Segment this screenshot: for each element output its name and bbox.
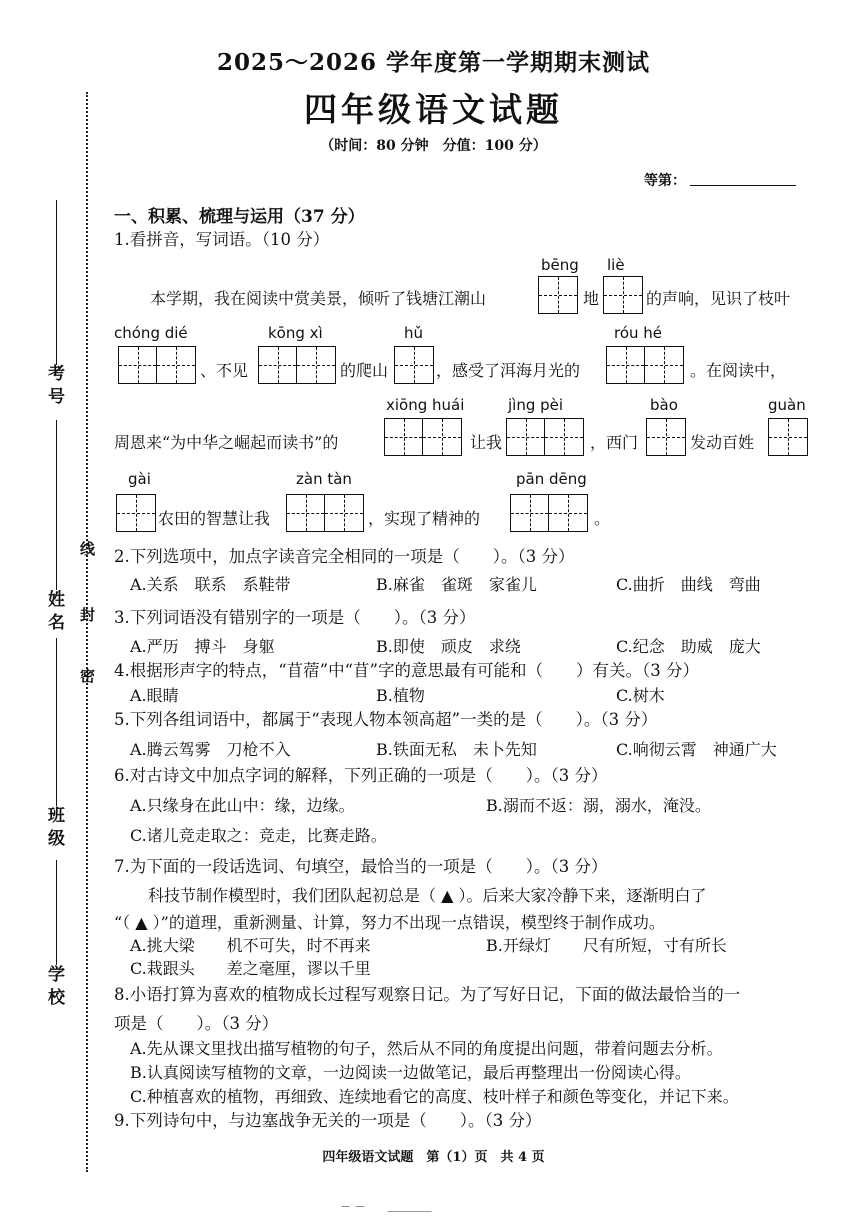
pinyin: pān dēng xyxy=(516,470,587,488)
q6-option-a[interactable]: A.只缘身在此山中：缘，边缘。 xyxy=(130,796,355,815)
answer-grid[interactable] xyxy=(116,494,156,532)
q7-option-c[interactable]: C.栽跟头 差之毫厘，谬以千里 xyxy=(130,959,371,978)
seal-dense-char: 密 xyxy=(80,667,96,685)
q2-option-b[interactable]: B.麻雀 雀斑 家雀儿 xyxy=(376,575,537,594)
school-label: 学校 xyxy=(44,965,64,1011)
q7-passage: 科技节制作模型时，我们团队起初总是（ ▲ ）。后来大家冷静下来，逐渐明白了 xyxy=(148,886,707,905)
q3-option-b[interactable]: B.即使 顽皮 求绕 xyxy=(376,637,521,656)
q5-option-a[interactable]: A.腾云驾雾 刀枪不入 xyxy=(130,740,291,759)
q3-option-a[interactable]: A.严历 搏斗 身躯 xyxy=(130,637,275,656)
q6-option-c[interactable]: C.诸儿竞走取之：竞走，比赛走路。 xyxy=(130,826,387,845)
grade-field[interactable] xyxy=(690,185,796,186)
exam-meta: （时间：80 分钟 分值：100 分） xyxy=(320,138,547,154)
grade-label: 等第： xyxy=(644,173,686,189)
q1-text: ，西门 xyxy=(590,433,639,452)
pinyin: zàn tàn xyxy=(296,470,352,488)
q1-text: 周恩来“为中华之崛起而读书”的 xyxy=(114,433,339,452)
page-footer: 四年级语文试题 第（1）页 共 4 页 xyxy=(322,1150,545,1165)
q2-prompt: 2.下列选项中，加点字读音完全相同的一项是（ ）。（3 分） xyxy=(114,547,575,566)
q1-text: 的爬山 xyxy=(340,361,389,380)
name-line xyxy=(56,420,57,590)
q7-option-b[interactable]: B.开绿灯 尺有所短，寸有所长 xyxy=(486,936,727,955)
pinyin: gài xyxy=(128,470,151,488)
answer-grid[interactable] xyxy=(538,276,578,314)
q6-prompt: 6.对古诗文中加点字词的解释，下列正确的一项是（ ）。（3 分） xyxy=(114,766,608,785)
class-line xyxy=(56,638,57,806)
q1-text: ，实现了精神的 xyxy=(368,509,481,528)
class-label: 班级 xyxy=(44,806,64,852)
pinyin: liè xyxy=(607,256,625,274)
q7-passage: “（ ▲ ）”的道理，重新测量、计算，努力不出现一点错误，模型终于制作成功。 xyxy=(114,913,665,932)
q1-text: 发动百姓 xyxy=(690,433,755,452)
pinyin: xiōng huái xyxy=(386,396,465,414)
answer-grid[interactable] xyxy=(606,346,684,384)
q2-option-a[interactable]: A.关系 联系 系鞋带 xyxy=(130,575,291,594)
q8-option-b[interactable]: B.认真阅读写植物的文章，一边阅读一边做笔记，最后再整理出一份阅读心得。 xyxy=(130,1063,691,1082)
answer-grid[interactable] xyxy=(394,346,434,384)
exam-no-label: 考号 xyxy=(44,364,64,410)
term-title: 2025～2026 学年度第一学期期末测试 xyxy=(216,49,651,76)
q5-prompt: 5.下列各组词语中，都属于“表现人物本领高超”一类的是（ ）。（3 分） xyxy=(114,710,658,729)
q5-option-b[interactable]: B.铁面无私 未卜先知 xyxy=(376,740,537,759)
q4-option-b[interactable]: B.植物 xyxy=(376,686,425,705)
q5-option-c[interactable]: C.响彻云霄 神通广大 xyxy=(616,740,777,759)
answer-grid[interactable] xyxy=(603,276,643,314)
q7-option-a[interactable]: A.挑大梁 机不可失，时不再来 xyxy=(130,936,371,955)
seal-seal-char: 封 xyxy=(80,606,96,624)
answer-grid[interactable] xyxy=(768,418,808,456)
pinyin: kōng xì xyxy=(268,324,323,342)
answer-grid[interactable] xyxy=(510,494,588,532)
pinyin: guàn xyxy=(768,396,806,414)
seal-line-char: 线 xyxy=(80,540,96,558)
q1-text: 本学期，我在阅读中赏美景，倾听了钱塘江潮山 xyxy=(150,289,487,308)
exam-no-line xyxy=(56,200,57,365)
q4-option-a[interactable]: A.眼睛 xyxy=(130,686,179,705)
pinyin: bào xyxy=(650,396,678,414)
q8-option-c[interactable]: C.种植喜欢的植物，再细致、连续地看它的高度、枝叶样子和颜色等变化，并记下来。 xyxy=(130,1087,739,1106)
answer-grid[interactable] xyxy=(118,346,196,384)
answer-grid[interactable] xyxy=(384,418,462,456)
answer-grid[interactable] xyxy=(506,418,584,456)
q1-text: 。 xyxy=(594,509,611,528)
q4-option-c[interactable]: C.树木 xyxy=(616,686,665,705)
q1-text: 让我 xyxy=(470,433,503,452)
q8-prompt: 项是（ ）。（3 分） xyxy=(114,1014,279,1033)
q1-text: 地 xyxy=(583,289,600,308)
q1-text: ，感受了洱海月光的 xyxy=(436,361,581,380)
q6-option-b[interactable]: B.溺而不返：溺，溺水，淹没。 xyxy=(486,796,711,815)
q7-prompt: 7.为下面的一段话选词、句填空，最恰当的一项是（ ）。（3 分） xyxy=(114,857,608,876)
answer-grid[interactable] xyxy=(258,346,336,384)
q3-option-c[interactable]: C.纪念 助威 庞大 xyxy=(616,637,761,656)
q9-prompt: 9.下列诗句中，与边塞战争无关的一项是（ ）。（3 分） xyxy=(114,1111,542,1130)
q8-prompt: 8.小语打算为喜欢的植物成长过程写观察日记。为了写好日记，下面的做法最恰当的一 xyxy=(114,985,741,1004)
q1-text: 。在阅读中， xyxy=(690,361,787,380)
pinyin: róu hé xyxy=(614,324,663,342)
q1-text: 的声响，见识了枝叶 xyxy=(646,289,791,308)
school-line xyxy=(56,860,57,965)
q3-prompt: 3.下列词语没有错别字的一项是（ ）。（3 分） xyxy=(114,608,476,627)
page-title: 四年级语文试题 xyxy=(304,90,563,129)
q1-text: 农田的智慧让我 xyxy=(158,509,271,528)
pinyin: chóng dié xyxy=(114,324,188,342)
q1-text: 、不见 xyxy=(200,361,249,380)
q8-option-a[interactable]: A.先从课文里找出描写植物的句子，然后从不同的角度提出问题，带着问题去分析。 xyxy=(130,1039,723,1058)
q2-option-c[interactable]: C.曲折 曲线 弯曲 xyxy=(616,575,761,594)
name-label: 姓名 xyxy=(44,590,64,636)
answer-grid[interactable] xyxy=(286,494,364,532)
section-heading: 一、积累、梳理与运用（37 分） xyxy=(114,207,365,227)
bottom-marks: － － ＿＿＿＿ xyxy=(340,1200,432,1213)
binding-dotted-line xyxy=(86,92,88,1172)
answer-grid[interactable] xyxy=(646,418,686,456)
pinyin: jìng pèi xyxy=(508,396,564,414)
q1-prompt: 1.看拼音，写词语。（10 分） xyxy=(114,230,330,249)
pinyin: bēng xyxy=(541,256,579,274)
q4-prompt: 4.根据形声字的特点，“苜蓿”中“苜”字的意思最有可能和（ ）有关。（3 分） xyxy=(114,661,699,680)
pinyin: hǔ xyxy=(404,324,424,342)
